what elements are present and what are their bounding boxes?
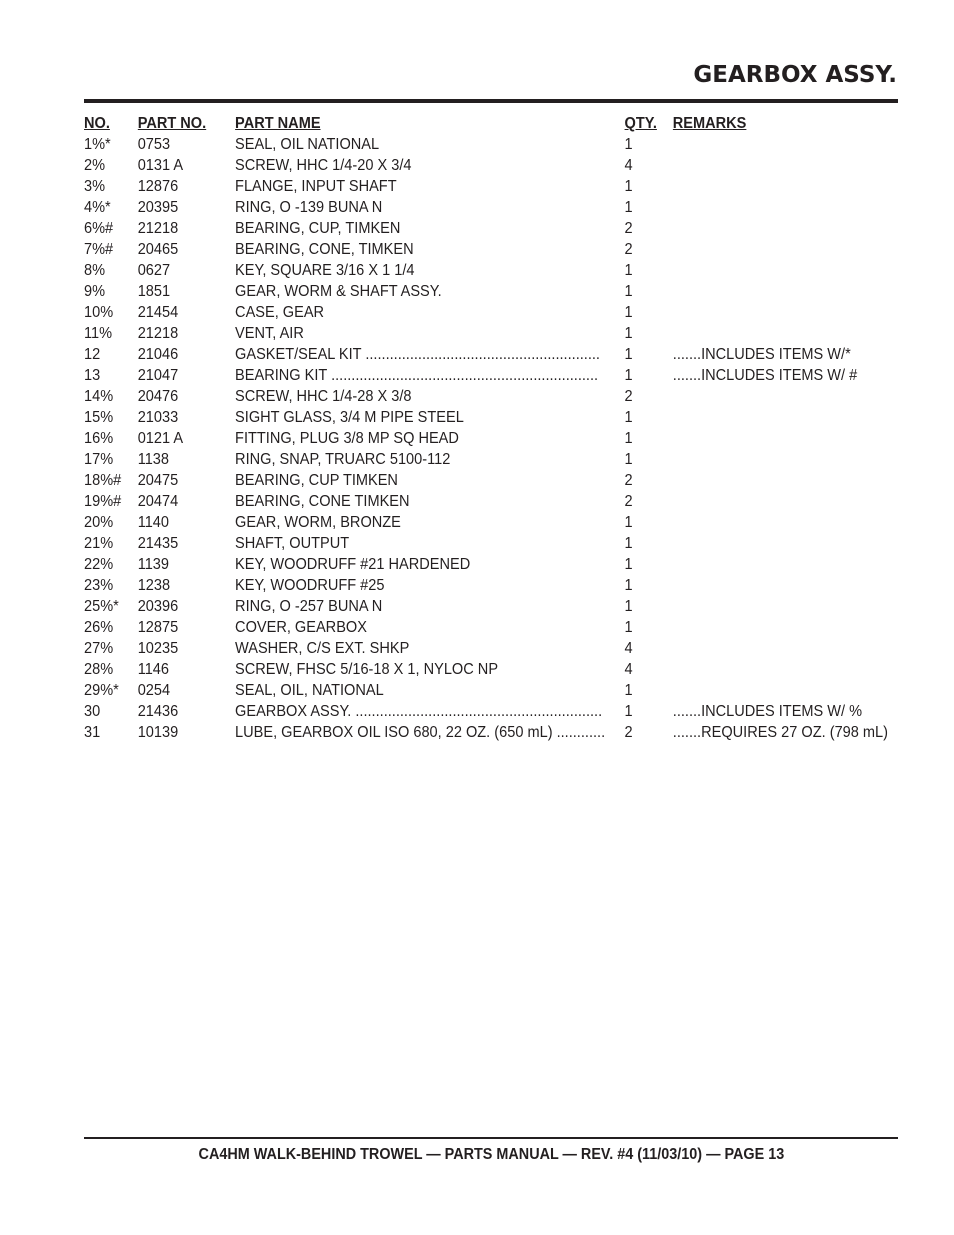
quantity: 1	[624, 346, 633, 363]
part-number-index: 18%#	[84, 472, 122, 489]
quantity: 1	[624, 283, 633, 300]
table-row	[84, 680, 825, 701]
page-title: GEARBOX ASSY.	[693, 62, 897, 88]
part-number: 21046	[137, 346, 179, 363]
part-name: BEARING, CONE, TIMKEN	[235, 241, 414, 258]
table-row	[84, 659, 825, 680]
part-number-index: 30	[84, 703, 101, 720]
table-row	[84, 449, 825, 470]
part-name: BEARING, CUP, TIMKEN	[235, 220, 401, 237]
part-number-index: 8%	[84, 262, 106, 279]
table-row	[84, 491, 825, 512]
quantity: 1	[624, 535, 633, 552]
table-header-row	[84, 113, 825, 134]
remarks: .......REQUIRES 27 OZ. (798 mL)	[672, 724, 888, 741]
table-body	[84, 134, 888, 743]
top-rule	[84, 99, 898, 103]
quantity: 2	[624, 388, 633, 405]
quantity: 1	[624, 325, 633, 342]
table-row	[84, 197, 825, 218]
parts-table	[84, 113, 888, 743]
table-row	[84, 155, 825, 176]
part-name: LUBE, GEARBOX OIL ISO 680, 22 OZ. (650 mL) ............	[235, 724, 606, 741]
part-number: 10235	[137, 640, 179, 657]
part-number-index: 2%	[84, 157, 106, 174]
part-name: COVER, GEARBOX	[235, 619, 367, 636]
part-number-index: 1%*	[84, 136, 111, 153]
table-row	[84, 554, 825, 575]
part-name: CASE, GEAR	[235, 304, 325, 321]
part-number: 20476	[137, 388, 179, 405]
remarks: .......INCLUDES ITEMS W/*	[672, 346, 851, 363]
quantity: 2	[624, 220, 633, 237]
part-number-index: 22%	[84, 556, 114, 573]
page-footer	[84, 1146, 898, 1164]
quantity: 1	[624, 682, 633, 699]
part-name: SCREW, HHC 1/4-20 X 3/4	[235, 157, 412, 174]
part-name: BEARING, CUP TIMKEN	[235, 472, 398, 489]
quantity: 1	[624, 598, 633, 615]
part-number: 20475	[137, 472, 179, 489]
part-name: RING, O -139 BUNA N	[235, 199, 383, 216]
part-number: 0131 A	[137, 157, 184, 174]
table-row	[84, 134, 825, 155]
table-row	[84, 407, 825, 428]
part-name: SCREW, FHSC 5/16-18 X 1, NYLOC NP	[235, 661, 499, 678]
quantity: 1	[624, 178, 633, 195]
table-row	[84, 533, 825, 554]
part-number: 0121 A	[137, 430, 184, 447]
part-number-index: 12	[84, 346, 101, 363]
part-number: 20465	[137, 241, 179, 258]
part-name: KEY, WOODRUFF #25	[235, 577, 385, 594]
part-number: 21454	[137, 304, 179, 321]
part-number-index: 19%#	[84, 493, 122, 510]
quantity: 4	[624, 640, 633, 657]
table-row	[84, 323, 825, 344]
part-name: KEY, SQUARE 3/16 X 1 1/4	[235, 262, 415, 279]
quantity: 1	[624, 409, 633, 426]
part-number: 0254	[137, 682, 171, 699]
part-number: 1851	[137, 283, 171, 300]
part-number: 1146	[137, 661, 169, 678]
part-number-index: 9%	[84, 283, 106, 300]
quantity: 1	[624, 703, 633, 720]
table-row	[84, 470, 825, 491]
part-number: 20474	[137, 493, 179, 510]
part-number: 21047	[137, 367, 179, 384]
part-number-index: 7%#	[84, 241, 114, 258]
quantity: 1	[624, 577, 633, 594]
part-number: 12876	[137, 178, 179, 195]
table-row	[84, 239, 825, 260]
part-number: 1139	[137, 556, 169, 573]
quantity: 1	[624, 199, 633, 216]
table-row	[84, 575, 825, 596]
quantity: 1	[624, 451, 633, 468]
table-row	[84, 701, 863, 722]
part-number: 21436	[137, 703, 179, 720]
part-number: 21218	[137, 325, 179, 342]
part-name: SEAL, OIL, NATIONAL	[235, 682, 384, 699]
column-header-qty: QTY.	[624, 115, 657, 132]
part-name: VENT, AIR	[235, 325, 304, 342]
part-number: 1138	[137, 451, 169, 468]
table-row	[84, 344, 851, 365]
part-name: SCREW, HHC 1/4-28 X 3/8	[235, 388, 412, 405]
part-number-index: 16%	[84, 430, 114, 447]
part-number-index: 6%#	[84, 220, 114, 237]
remarks: .......INCLUDES ITEMS W/ %	[672, 703, 863, 720]
table-row	[84, 617, 825, 638]
part-name: SIGHT GLASS, 3/4 M PIPE STEEL	[235, 409, 464, 426]
part-name: BEARING, CONE TIMKEN	[235, 493, 410, 510]
column-header-part-name: PART NAME	[235, 115, 321, 132]
part-number: 20396	[137, 598, 179, 615]
quantity: 1	[624, 556, 633, 573]
bottom-rule	[84, 1137, 898, 1139]
part-number: 20395	[137, 199, 179, 216]
part-number: 1140	[137, 514, 169, 531]
part-number: 21033	[137, 409, 179, 426]
table-row	[84, 365, 858, 386]
part-number: 0627	[137, 262, 171, 279]
table-row	[84, 260, 825, 281]
part-number-index: 25%*	[84, 598, 119, 615]
quantity: 1	[624, 304, 633, 321]
part-name: SEAL, OIL NATIONAL	[235, 136, 380, 153]
part-number: 1238	[137, 577, 171, 594]
part-number: 21435	[137, 535, 179, 552]
part-number-index: 3%	[84, 178, 106, 195]
table-row	[84, 512, 825, 533]
part-name: KEY, WOODRUFF #21 HARDENED	[235, 556, 471, 573]
part-number-index: 15%	[84, 409, 114, 426]
quantity: 1	[624, 136, 633, 153]
part-number-index: 31	[84, 724, 101, 741]
part-name: FLANGE, INPUT SHAFT	[235, 178, 397, 195]
part-number-index: 20%	[84, 514, 114, 531]
part-number-index: 13	[84, 367, 101, 384]
part-number: 12875	[137, 619, 179, 636]
table-row	[84, 386, 825, 407]
part-name: WASHER, C/S EXT. SHKP	[235, 640, 410, 657]
quantity: 2	[624, 241, 633, 258]
part-name: RING, SNAP, TRUARC 5100-112	[235, 451, 451, 468]
quantity: 2	[624, 724, 633, 741]
column-header-part-no: PART NO.	[137, 115, 207, 132]
quantity: 1	[624, 619, 633, 636]
part-name: GEARBOX ASSY. .............................................................	[235, 703, 603, 720]
part-number-index: 21%	[84, 535, 114, 552]
part-name: GEAR, WORM, BRONZE	[235, 514, 401, 531]
remarks: .......INCLUDES ITEMS W/ #	[672, 367, 858, 384]
part-number-index: 10%	[84, 304, 114, 321]
footer-text: CA4HM WALK-BEHIND TROWEL — PARTS MANUAL — REV. #4 (11/03/10) — PAGE 13	[198, 1146, 784, 1163]
part-number-index: 14%	[84, 388, 114, 405]
table-row	[84, 722, 888, 743]
part-number-index: 11%	[84, 325, 113, 342]
part-number-index: 23%	[84, 577, 114, 594]
part-number-index: 28%	[84, 661, 114, 678]
part-name: BEARING KIT ..................................................................	[235, 367, 599, 384]
column-header-no: NO.	[84, 115, 110, 132]
table-row	[84, 176, 825, 197]
part-number-index: 26%	[84, 619, 114, 636]
part-number-index: 29%*	[84, 682, 119, 699]
quantity: 1	[624, 514, 633, 531]
table-row	[84, 302, 825, 323]
quantity: 4	[624, 661, 633, 678]
table-row	[84, 428, 825, 449]
part-number: 21218	[137, 220, 179, 237]
part-number-index: 27%	[84, 640, 114, 657]
table-row	[84, 638, 825, 659]
quantity: 2	[624, 472, 633, 489]
quantity: 1	[624, 430, 633, 447]
quantity: 4	[624, 157, 633, 174]
table-row	[84, 218, 825, 239]
column-header-remarks: REMARKS	[672, 115, 747, 132]
part-number: 10139	[137, 724, 179, 741]
part-number-index: 17%	[84, 451, 114, 468]
table-row	[84, 281, 825, 302]
part-name: GASKET/SEAL KIT ..........................................................	[235, 346, 600, 363]
quantity: 1	[624, 262, 633, 279]
quantity: 2	[624, 493, 633, 510]
part-name: GEAR, WORM & SHAFT ASSY.	[235, 283, 442, 300]
part-number: 0753	[137, 136, 171, 153]
part-name: SHAFT, OUTPUT	[235, 535, 350, 552]
part-number-index: 4%*	[84, 199, 111, 216]
table-row	[84, 596, 825, 617]
part-name: RING, O -257 BUNA N	[235, 598, 383, 615]
quantity: 1	[624, 367, 633, 384]
part-name: FITTING, PLUG 3/8 MP SQ HEAD	[235, 430, 459, 447]
